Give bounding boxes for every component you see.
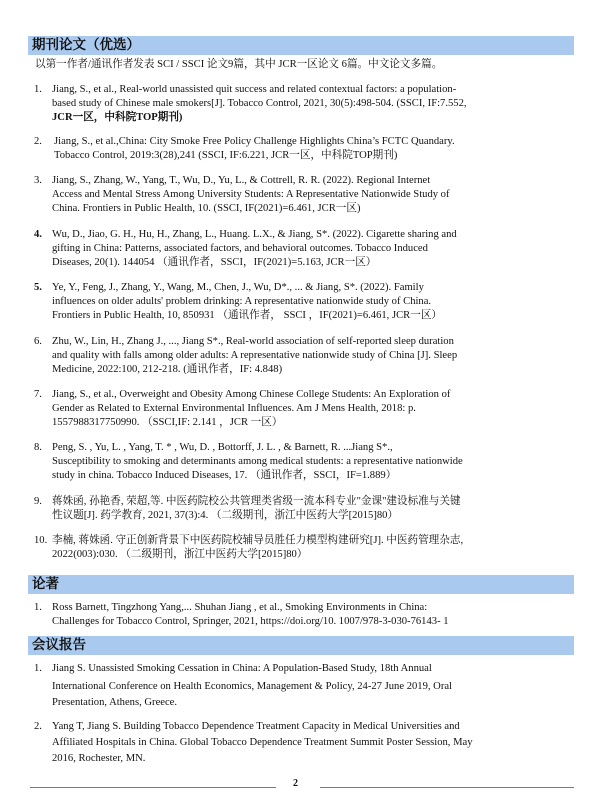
list-item-number: 3. — [34, 175, 42, 186]
list-item: Peng, S. , Yu, L. , Yang, T. * , Wu, D. , Bottorff, J. L. , & Barnett, R. ...Jiang S*., — [52, 442, 393, 453]
list-item: International Conference on Health Economics, Management & Policy, 24-27 June 2019, Oral — [52, 681, 452, 692]
list-item-number: 2. — [34, 136, 42, 147]
list-item-number: 1. — [34, 602, 42, 613]
list-item: Jiang, S., et al.,China: City Smoke Free Policy Challenge Highlights China’s FCTC Quandary. — [54, 136, 455, 147]
list-item: Frontiers in Public Health, 10, 850931 （通讯作者， SSCI ，IF(2021)=6.461, JCR一区） — [52, 310, 443, 321]
list-item-number: 4. — [34, 229, 42, 240]
footer-rule-right — [320, 787, 574, 788]
list-item: 2016, Rochester, MN. — [52, 753, 146, 764]
list-item: Access and Mental Stress Among University Students: A Representative Nationwide Study of — [52, 189, 450, 200]
list-item: Affiliated Hospitals in China. Global Tobacco Dependence Treatment Summit Poster Session, May — [52, 737, 473, 748]
list-item: study in china. Tobacco Induced Diseases, 17. （通讯作者，SSCI，IF=1.889） — [52, 470, 397, 481]
intro-text: 以第一作者/通讯作者发表 SCI / SSCI 论文9篇，其中 JCR一区论文 6篇。中文论文多篇。 — [35, 59, 443, 70]
list-item: based study of Chinese male smokers[J]. Tobacco Control, 2021, 30(5):498-504. (SSCI, IF:7.552, — [52, 98, 467, 109]
list-item: Diseases, 20(1). 144054 （通讯作者，SSCI，IF(2021)=5.163, JCR一区） — [52, 257, 377, 268]
list-item: Medicine, 2022:100, 212-218. (通讯作者，IF: 4.848) — [52, 364, 283, 375]
list-item: Gender as Related to External Environmental Influences. Am J Mens Health, 2018: p. — [52, 403, 416, 414]
page-number: 2 — [293, 778, 298, 789]
list-item-number: 5. — [34, 282, 42, 293]
list-item: influences on older adults' problem drinking: A representative nationwide study of China. — [52, 296, 432, 307]
list-item: 李楠, 蒋姝函. 守正创新背景下中医药院校辅导员胜任力模型构建研究[J]. 中医药管理杂志, — [52, 535, 464, 546]
list-item: 蒋姝函, 孙艳香, 荣超,等. 中医药院校公共管理类省级一流本科专业"金课"建设标准与关键 — [52, 496, 461, 507]
list-item-number: 7. — [34, 389, 42, 400]
list-item: gifting in China: Patterns, associated factors, and behavioral outcomes. Tobacco Induced — [52, 243, 428, 254]
list-item: 性议题[J]. 药学教育, 2021, 37(3):4. （二级期刊，浙江中医药大学[2015]80） — [52, 510, 399, 521]
list-item: 1557988317750990. （SSCI,IF: 2.141 ，JCR 一区） — [52, 417, 283, 428]
list-item: Zhu, W., Lin, H., Zhang J., ..., Jiang S*., Real-world association of self-reported sleep duration — [52, 336, 454, 347]
section-header-conference: 会议报告 — [28, 636, 574, 655]
section-header-books: 论著 — [28, 575, 574, 594]
list-item: and quality with falls among older adults: A representative nationwide study of China [J]. Sleep — [52, 350, 458, 361]
list-item: Jiang, S., Zhang, W., Yang, T., Wu, D., Yu, L., & Cottrell, R. R. (2022). Regional Internet — [52, 175, 431, 186]
list-item: Wu, D., Jiao, G. H., Hu, H., Zhang, L., Huang. L.X., & Jiang, S*. (2022). Cigarette sharing and — [52, 229, 457, 240]
list-item: JCR一区，中科院TOP期刊) — [52, 112, 183, 123]
list-item: Presentation, Athens, Greece. — [52, 697, 178, 708]
list-item-number: 10. — [34, 535, 48, 546]
list-item: Ross Barnett, Tingzhong Yang,... Shuhan Jiang , et al., Smoking Environments in China: — [52, 602, 428, 613]
footer-rule-left — [30, 787, 276, 788]
list-item: Yang T, Jiang S. Building Tobacco Dependence Treatment Capacity in Medical Universities and — [52, 721, 460, 732]
list-item: Ye, Y., Feng, J., Zhang, Y., Wang, M., Chen, J., Wu, D*., ... & Jiang, S*. (2022). Family — [52, 282, 424, 293]
list-item-number: 6. — [34, 336, 42, 347]
list-item: Tobacco Control, 2019:3(28),241 (SSCI, IF:6.221, JCR一区，中科院TOP期刊) — [54, 150, 398, 161]
list-item: 2022(003):030. （二级期刊，浙江中医药大学[2015]80） — [52, 549, 308, 560]
list-item: Susceptibility to smoking and determinants among medical students: a representative nationwide — [52, 456, 463, 467]
list-item-number: 8. — [34, 442, 42, 453]
list-item: Jiang, S., et al., Real-world unassisted quit success and related contextual factors: a population- — [52, 84, 457, 95]
list-item: China. Frontiers in Public Health, 10. (SSCI, IF(2021)=6.461, JCR一区) — [52, 203, 361, 214]
section-header-journal: 期刊论文（优选） — [28, 36, 574, 55]
list-item: Jiang S. Unassisted Smoking Cessation in China: A Population-Based Study, 18th Annual — [52, 663, 432, 674]
list-item-number: 9. — [34, 496, 42, 507]
list-item: Challenges for Tobacco Control, Springer, 2021, https://doi.org/10. 1007/978-3-030-76143- 1 — [52, 616, 449, 627]
list-item-number: 1. — [34, 663, 42, 674]
list-item-number: 1. — [34, 84, 42, 95]
list-item-number: 2. — [34, 721, 42, 732]
list-item: Jiang, S., et al., Overweight and Obesity Among Chinese College Students: An Exploration of — [52, 389, 451, 400]
